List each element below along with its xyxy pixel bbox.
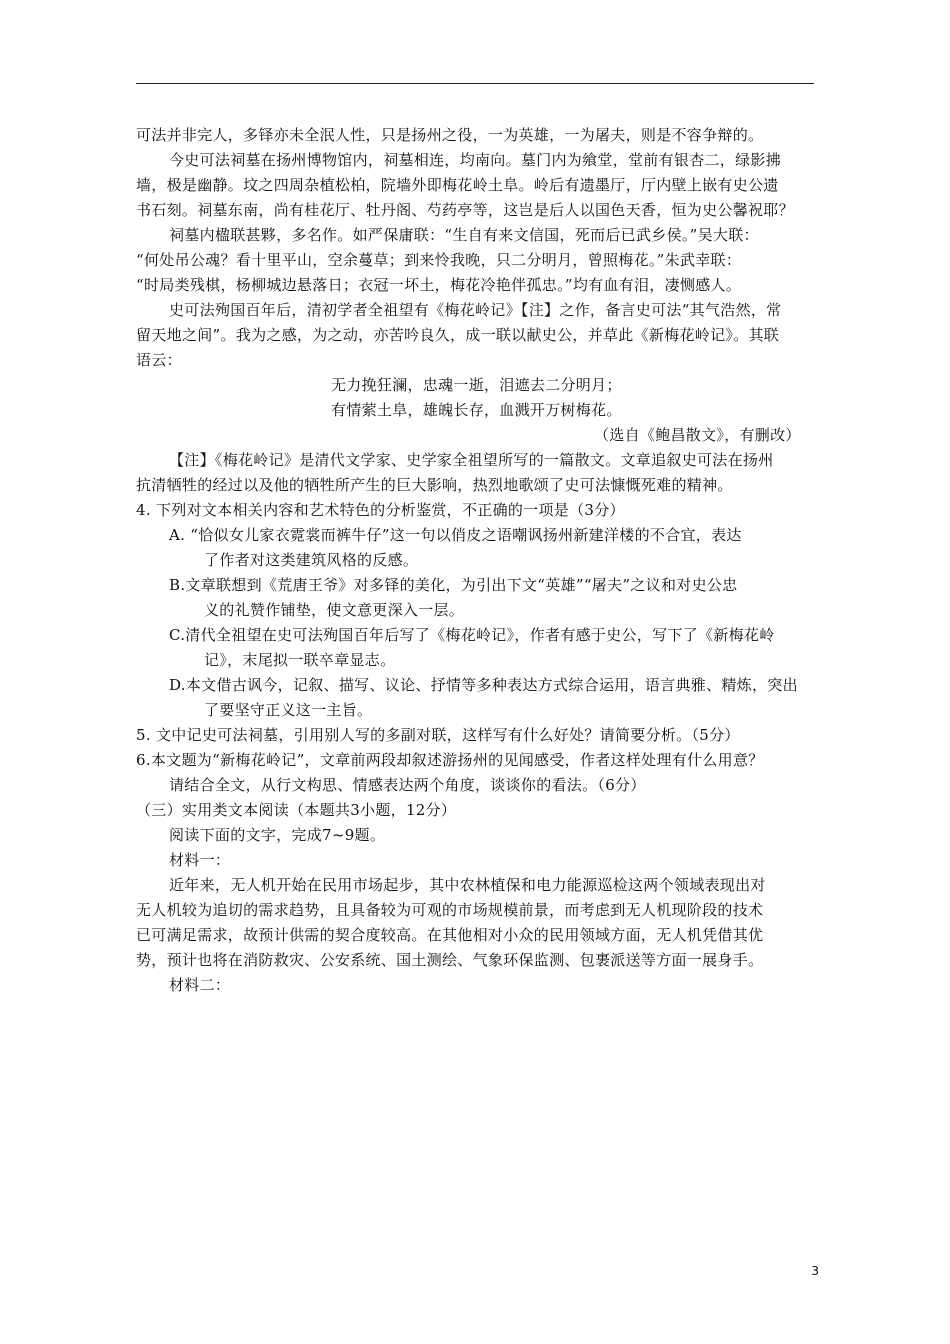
text-line: 已可满足需求，故预计供需的契合度较高。在其他相对小众的民用领域方面，无人机凭借其优: [136, 926, 764, 944]
instruction: 阅读下面的文字，完成7~9题。: [169, 826, 386, 844]
option-c: C.清代全祖望在史可法殉国百年后写了《梅花岭记》，作者有感于史公，写下了《新梅花岭: [169, 626, 775, 644]
option-d: D.本文借古讽今，记叙、描写、议论、抒情等多种表达方式综合运用，语言典雅、精炼，突出: [169, 676, 798, 694]
question-6-cont: 请结合全文，从行文构思、情感表达两个角度，谈谈你的看法。（6分）: [169, 776, 646, 794]
text-line: 势，预计也将在消防救灾、公安系统、国土测绘、气象环保监测、包裹派送等方面一展身手。: [136, 951, 764, 969]
text-line: 书石刻。祠墓东南，尚有桂花厅、牡丹阁、芍药亭等，这岂是后人以国色天香，恒为史公馨祝耶？: [136, 201, 794, 219]
note-line: 抗清牺牲的经过以及他的牺牲所产生的巨大影响，热烈地歌颂了史可法慷慨死难的精神。: [136, 476, 733, 494]
option-d-cont: 了要坚守正义这一主旨。: [204, 701, 373, 719]
option-b: B.文章联想到《荒唐王爷》对多铎的美化，为引出下文“英雄”“屠夫”之议和对史公忠: [169, 576, 738, 594]
question-4: 4. 下列对文本相关内容和艺术特色的分析鉴赏，不正确的一项是（3分）: [136, 501, 625, 519]
header-rule: [136, 83, 814, 84]
couplet-line: 无力挽狂澜，忠魂一逝，泪遮去二分明月；: [331, 376, 622, 394]
text-line: “时局类残棋，杨柳城边悬落日；衣冠一坏土，梅花冷艳伴孤忠。”均有血有泪，凄恻感人。: [136, 276, 742, 294]
option-c-cont: 记》，末尾拟一联卒章显志。: [204, 651, 396, 669]
option-a: A. “恰似女儿家衣霓裳而裤牛仔”这一句以俏皮之语嘲讽扬州新建洋楼的不合宜，表达: [169, 526, 742, 544]
section-heading: （三）实用类文本阅读（本题共3小题，12分）: [136, 801, 457, 819]
text-line: 墙，极是幽静。坟之四周杂植松柏，院墙外即梅花岭土阜。岭后有遗墨厅，厅内壁上嵌有史公遗: [136, 176, 779, 194]
text-line: 今史可法祠墓在扬州博物馆内，祠墓相连，均南向。墓门内为飨堂，堂前有银杏二，绿影拂: [169, 151, 782, 169]
page-number: 3: [811, 1264, 819, 1278]
text-line: 可法并非完人，多铎亦未全泯人性，只是扬州之役，一为英雄，一为屠夫，则是不容争辩的。: [136, 126, 764, 144]
source-citation: （选自《鲍昌散文》，有删改）: [594, 426, 801, 444]
couplet-line: 有情萦土阜，雄魄长存，血溅开万树梅花。: [331, 401, 622, 419]
text-line: “何处吊公魂？看十里平山，空余蔓草；到来怜我晚，只二分明月，曾照梅花。”朱武幸联：: [136, 251, 742, 269]
text-line: 史可法殉国百年后，清初学者全祖望有《梅花岭记》【注】之作，备言史可法“其气浩然，常: [169, 301, 782, 319]
question-5: 5. 文中记史可法祠墓，引用别人写的多副对联，这样写有什么好处？请简要分析。（5分）: [136, 726, 740, 744]
note-line: 【注】《梅花岭记》是清代文学家、史学家全祖望所写的一篇散文。文章追叙史可法在扬州: [169, 451, 774, 469]
option-a-cont: 了作者对这类建筑风格的反感。: [204, 551, 419, 569]
text-line: 无人机较为追切的需求趋势，且具备较为可观的市场规模前景，而考虑到无人机现阶段的技术: [136, 901, 764, 919]
option-b-cont: 义的礼赞作铺垫，使文意更深入一层。: [204, 601, 465, 619]
material-label: 材料一：: [169, 851, 231, 869]
question-6: 6.本文题为“新梅花岭记”，文章前两段却叙述游扬州的见闻感受，作者这样处理有什么用意？: [136, 751, 764, 769]
text-line: 近年来，无人机开始在民用市场起步，其中农林植保和电力能源巡检这两个领域表现出对: [169, 876, 766, 894]
text-line: 语云：: [136, 351, 182, 369]
text-line: 祠墓内楹联甚夥，多名作。如严保庸联：“生自有来文信国，死而后已武乡侯。”吴大联：: [169, 226, 759, 244]
material-label: 材料二：: [169, 976, 231, 994]
text-line: 留天地之间”。我为之感，为之动，亦苦吟良久，成一联以献史公，并草此《新梅花岭记》。其联: [136, 326, 780, 344]
